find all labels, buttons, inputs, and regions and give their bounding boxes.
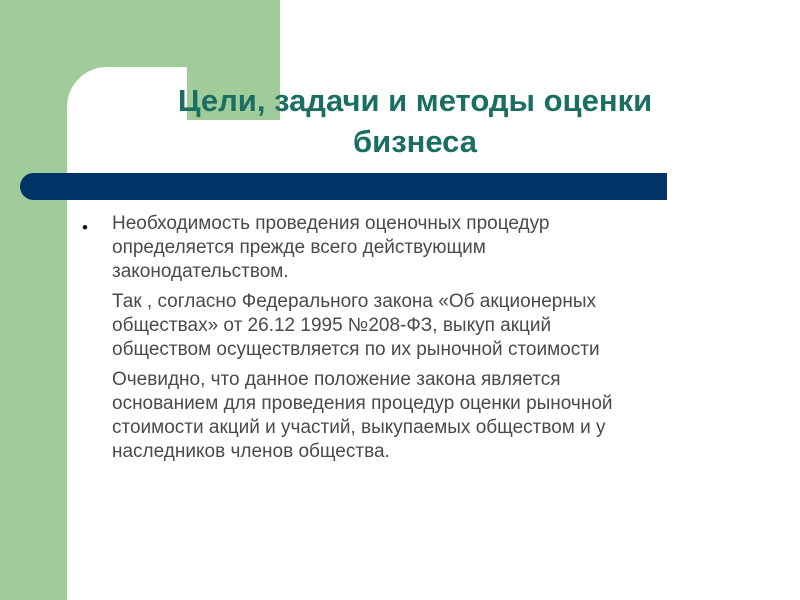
paragraph-line: обществом осуществляется по их рыночной стоимости bbox=[112, 339, 600, 360]
paragraph-line: Так , согласно Федерального закона «Об акционерных bbox=[112, 291, 596, 312]
title-line: Цели, задачи и методы оценки bbox=[177, 83, 653, 118]
paragraph-line: основанием для проведения процедур оценки рыночной bbox=[112, 393, 613, 414]
paragraph-line: Очевидно, что данное положение закона является bbox=[112, 369, 561, 390]
paragraph-conclusion bbox=[82, 368, 722, 464]
paragraph-line: стоимости акций и участий, выкупаемых обществом и у bbox=[112, 417, 606, 438]
bullet-icon: • bbox=[82, 218, 88, 237]
bullet-text-line: Необходимость проведения оценочных процедур bbox=[112, 213, 550, 234]
title-underline-bar bbox=[20, 173, 667, 200]
slide-title bbox=[100, 80, 730, 162]
paragraph-line: обществах» от 26.12 1995 №208-ФЗ, выкуп акций bbox=[112, 315, 552, 336]
title-line: бизнеса bbox=[352, 124, 478, 159]
bullet-text-line: законодательством. bbox=[112, 261, 289, 282]
slide-body bbox=[82, 212, 722, 464]
bullet-item bbox=[82, 212, 722, 284]
paragraph-federal-law bbox=[82, 290, 722, 362]
bullet-text-line: определяется прежде всего действующим bbox=[112, 237, 486, 258]
paragraph-line: наследников членов общества. bbox=[112, 441, 390, 462]
